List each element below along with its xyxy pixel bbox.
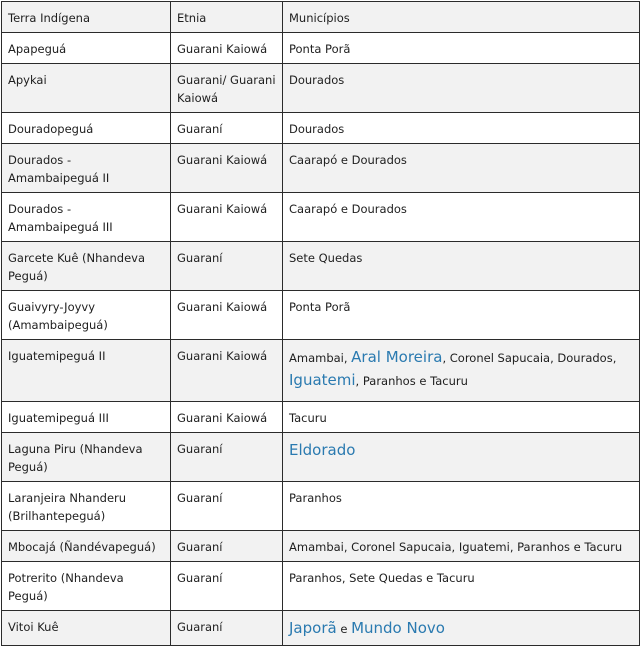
cell-municipios bbox=[283, 611, 640, 646]
municipio-text: Paranhos bbox=[289, 491, 342, 505]
table-row bbox=[2, 562, 640, 611]
table-row bbox=[2, 402, 640, 433]
cell-etnia: Guarani Kaiowá bbox=[171, 33, 283, 64]
cell-terra-indigena: Iguatemipeguá II bbox=[2, 340, 171, 402]
header-row bbox=[2, 2, 640, 33]
table-row bbox=[2, 144, 640, 193]
table-row bbox=[2, 433, 640, 482]
cell-terra-indigena: Laranjeira Nhanderu (Brilhantepeguá) bbox=[2, 482, 171, 531]
cell-etnia: Guaraní bbox=[171, 562, 283, 611]
cell-etnia: Guaraní bbox=[171, 531, 283, 562]
municipio-link[interactable]: Iguatemi bbox=[289, 371, 356, 389]
table-row bbox=[2, 531, 640, 562]
cell-terra-indigena: Dourados - Amambaipeguá III bbox=[2, 193, 171, 242]
cell-municipios bbox=[283, 242, 640, 291]
municipio-text: Ponta Porã bbox=[289, 42, 351, 56]
cell-terra-indigena: Garcete Kuê (Nhandeva Peguá) bbox=[2, 242, 171, 291]
table-row bbox=[2, 482, 640, 531]
municipio-text: Caarapó e Dourados bbox=[289, 202, 407, 216]
municipio-text: Paranhos, Sete Quedas e Tacuru bbox=[289, 571, 475, 585]
cell-municipios bbox=[283, 562, 640, 611]
table-row bbox=[2, 193, 640, 242]
cell-municipios bbox=[283, 482, 640, 531]
cell-terra-indigena: Mbocajá (Ñandévapeguá) bbox=[2, 531, 171, 562]
cell-municipios bbox=[283, 531, 640, 562]
cell-etnia: Guaraní bbox=[171, 433, 283, 482]
cell-municipios bbox=[283, 64, 640, 113]
cell-terra-indigena: Laguna Piru (Nhandeva Peguá) bbox=[2, 433, 171, 482]
cell-terra-indigena: Apapeguá bbox=[2, 33, 171, 64]
table-row bbox=[2, 340, 640, 402]
municipio-text: Dourados bbox=[289, 122, 345, 136]
indigenous-lands-table bbox=[1, 1, 640, 646]
header-municipios: Municípios bbox=[283, 2, 640, 33]
cell-municipios bbox=[283, 33, 640, 64]
table-row bbox=[2, 291, 640, 340]
cell-etnia: Guarani Kaiowá bbox=[171, 402, 283, 433]
table-row bbox=[2, 242, 640, 291]
cell-etnia: Guarani Kaiowá bbox=[171, 340, 283, 402]
cell-terra-indigena: Vitoi Kuê bbox=[2, 611, 171, 646]
cell-terra-indigena: Apykai bbox=[2, 64, 171, 113]
municipio-link[interactable]: Mundo Novo bbox=[351, 619, 445, 637]
cell-etnia: Guaraní bbox=[171, 611, 283, 646]
cell-municipios bbox=[283, 433, 640, 482]
cell-municipios bbox=[283, 113, 640, 144]
cell-etnia: Guarani/ Guarani Kaiowá bbox=[171, 64, 283, 113]
table-body bbox=[2, 33, 640, 646]
cell-municipios bbox=[283, 144, 640, 193]
municipio-text: Amambai, bbox=[289, 351, 352, 365]
municipio-link[interactable]: Aral Moreira bbox=[351, 348, 443, 366]
municipio-text: Sete Quedas bbox=[289, 251, 363, 265]
cell-etnia: Guarani Kaiowá bbox=[171, 144, 283, 193]
table-header bbox=[2, 2, 640, 33]
cell-municipios bbox=[283, 193, 640, 242]
cell-etnia: Guarani Kaiowá bbox=[171, 193, 283, 242]
cell-terra-indigena: Douradopeguá bbox=[2, 113, 171, 144]
table-row bbox=[2, 33, 640, 64]
header-etnia: Etnia bbox=[171, 2, 283, 33]
table-row bbox=[2, 611, 640, 646]
header-terra: Terra Indígena bbox=[2, 2, 171, 33]
municipio-text: Tacuru bbox=[289, 411, 327, 425]
cell-terra-indigena: Dourados - Amambaipeguá II bbox=[2, 144, 171, 193]
municipio-link[interactable]: Japorã bbox=[289, 619, 337, 637]
cell-etnia: Guaraní bbox=[171, 113, 283, 144]
table-row bbox=[2, 64, 640, 113]
cell-municipios bbox=[283, 291, 640, 340]
table-row bbox=[2, 113, 640, 144]
cell-municipios bbox=[283, 402, 640, 433]
municipio-text: Dourados bbox=[289, 73, 345, 87]
municipio-text: Ponta Porã bbox=[289, 300, 351, 314]
municipio-text: e bbox=[336, 622, 352, 636]
cell-municipios bbox=[283, 340, 640, 402]
cell-etnia: Guaraní bbox=[171, 242, 283, 291]
municipio-text: Caarapó e Dourados bbox=[289, 153, 407, 167]
municipio-link[interactable]: Eldorado bbox=[289, 441, 356, 459]
cell-terra-indigena: Iguatemipeguá III bbox=[2, 402, 171, 433]
municipio-text: , Coronel Sapucaia, Dourados, bbox=[442, 351, 617, 365]
cell-etnia: Guarani Kaiowá bbox=[171, 291, 283, 340]
municipio-text: , Paranhos e Tacuru bbox=[355, 374, 468, 388]
municipio-text: Amambai, Coronel Sapucaia, Iguatemi, Paranhos e Tacuru bbox=[289, 540, 623, 554]
cell-terra-indigena: Guaivyry-Joyvy (Amambaipeguá) bbox=[2, 291, 171, 340]
cell-etnia: Guaraní bbox=[171, 482, 283, 531]
cell-terra-indigena: Potrerito (Nhandeva Peguá) bbox=[2, 562, 171, 611]
